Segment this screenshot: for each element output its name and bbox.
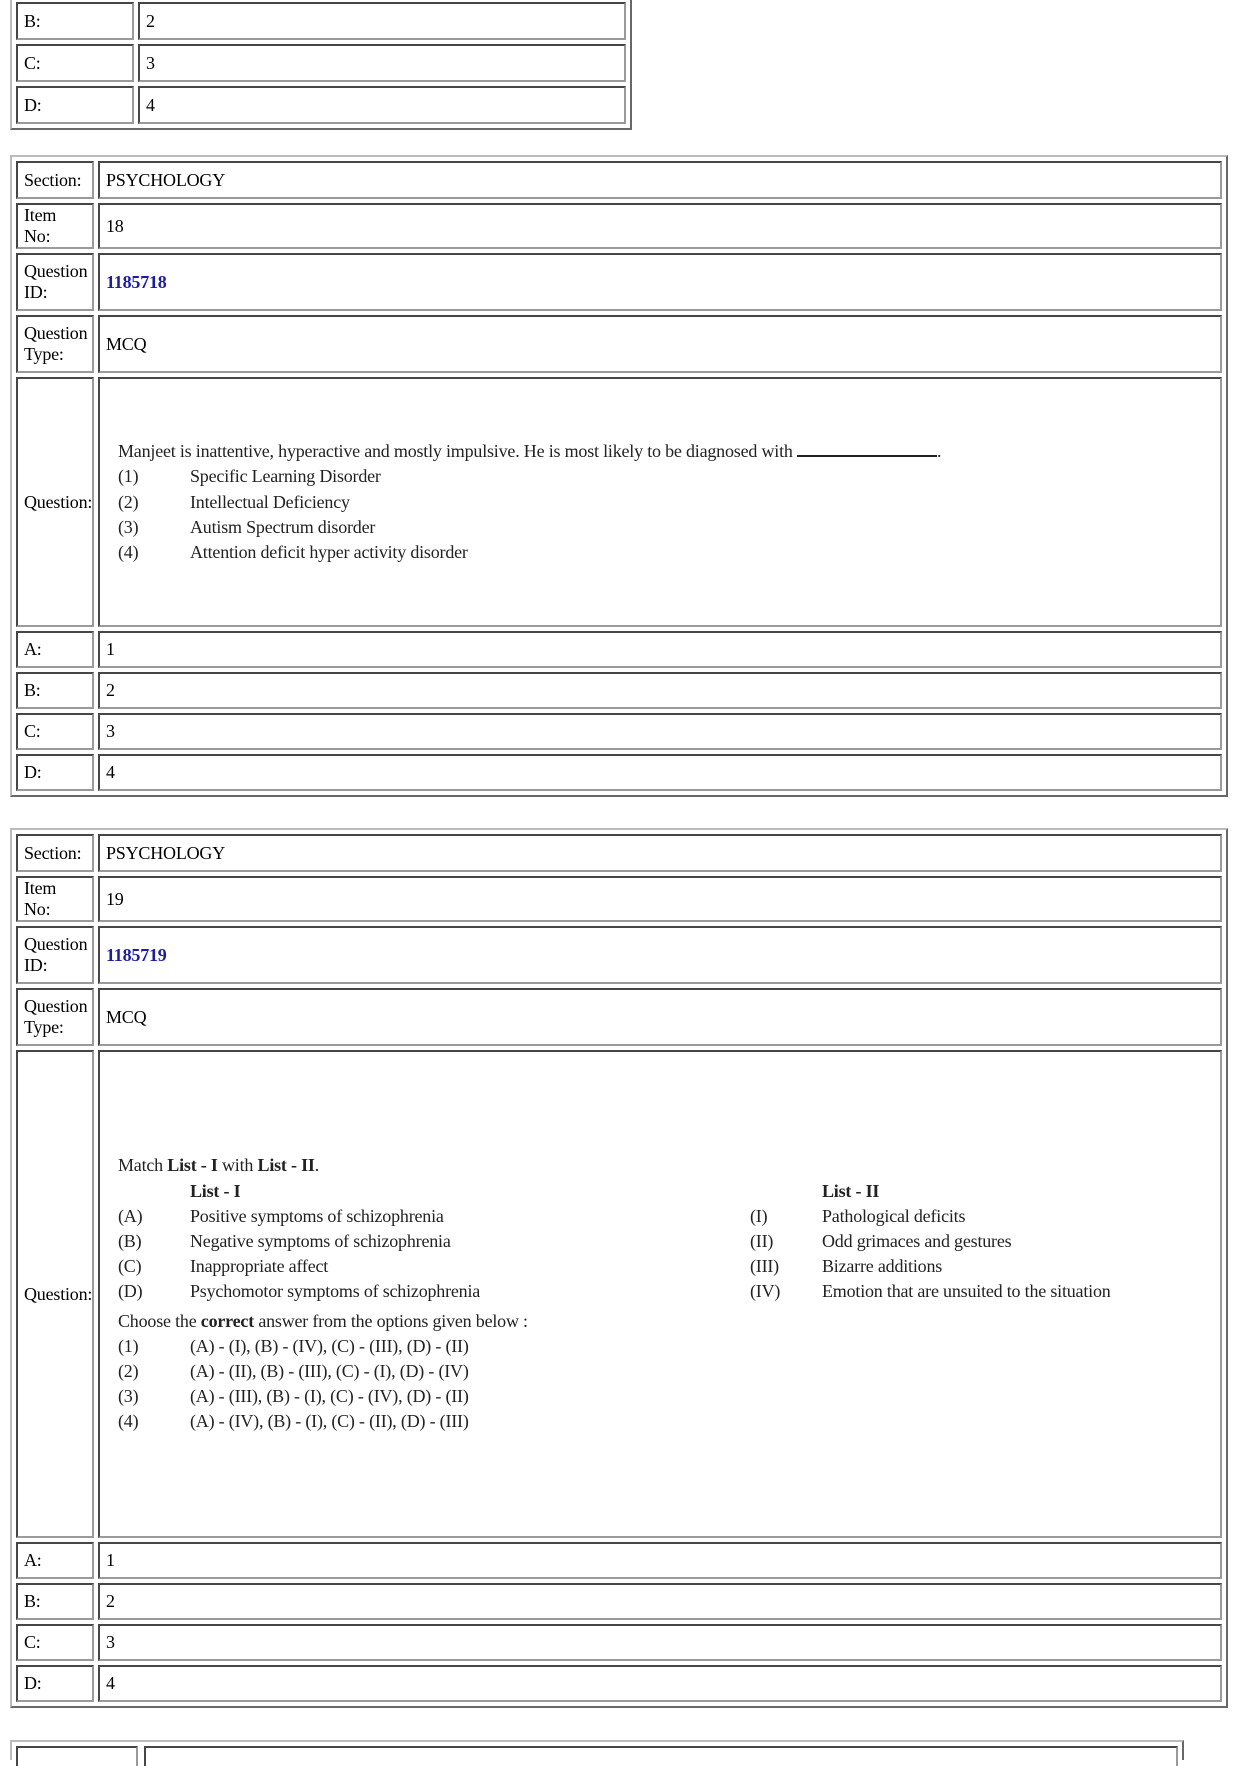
- answer-row-d: [16, 86, 626, 124]
- intro-list2: List - II: [257, 1155, 315, 1176]
- answer-label: B:: [16, 1583, 94, 1620]
- question-id-value: 1185718: [98, 253, 1222, 311]
- section-row: [16, 161, 1222, 199]
- choose-instruction: [118, 1309, 1206, 1334]
- answer-label: B:: [16, 2, 134, 40]
- answer-value: 4: [98, 1665, 1222, 1702]
- answer-row-d: [16, 1665, 1222, 1702]
- list1-item: Negative symptoms of schizophrenia: [190, 1231, 451, 1252]
- answer-row-c: [16, 44, 626, 82]
- option-number: (3): [118, 516, 139, 537]
- match-row-a: [118, 1204, 1206, 1229]
- option-text: Attention deficit hyper activity disorder: [190, 541, 468, 562]
- section-value: PSYCHOLOGY: [98, 161, 1222, 199]
- option-text: Intellectual Deficiency: [190, 491, 350, 512]
- answer-label: A:: [16, 631, 94, 668]
- item-row: [16, 203, 1222, 249]
- question-row: [16, 1050, 1222, 1538]
- answer-row-c: [16, 713, 1222, 750]
- previous-question-fragment: [10, 0, 632, 130]
- question-body: [98, 1050, 1222, 1538]
- next-question-fragment: [10, 1740, 1184, 1760]
- answer-row-c: [16, 1624, 1222, 1661]
- option-number: (3): [118, 1386, 139, 1407]
- list1-item: Inappropriate affect: [190, 1256, 329, 1277]
- question-type-row: [16, 988, 1222, 1046]
- stem-end: .: [936, 441, 942, 462]
- next-question-label-cell: [16, 1746, 138, 1766]
- question-type-label: Question Type:: [16, 315, 94, 373]
- list2-number: (IV): [750, 1281, 781, 1302]
- list2-number: (I): [750, 1205, 768, 1226]
- list1-number: (C): [118, 1256, 142, 1277]
- list2-item: Bizarre additions: [822, 1256, 943, 1277]
- match-row-b: [118, 1229, 1206, 1254]
- option-text: Autism Spectrum disorder: [190, 516, 376, 537]
- question-body: [98, 377, 1222, 627]
- list2-item: Odd grimaces and gestures: [822, 1231, 1012, 1252]
- section-label: Section:: [16, 161, 94, 199]
- choose-text: answer from the options given below :: [254, 1310, 528, 1331]
- list1-number: (B): [118, 1231, 142, 1252]
- list2-item: Pathological deficits: [822, 1205, 966, 1226]
- question-card-18: [10, 155, 1228, 797]
- question-type-row: [16, 315, 1222, 373]
- question-id-label: Question ID:: [16, 253, 94, 311]
- intro-text: with: [217, 1155, 258, 1176]
- question-card-19: [10, 828, 1228, 1708]
- option-number: (2): [118, 491, 139, 512]
- match-intro: [118, 1153, 1206, 1178]
- question-row: [16, 377, 1222, 627]
- answer-label: C:: [16, 1624, 94, 1661]
- option-number: (4): [118, 1411, 139, 1432]
- option-4: [118, 540, 1206, 565]
- item-label: Item No:: [16, 876, 94, 922]
- answer-value: 2: [138, 2, 626, 40]
- match-row-c: [118, 1254, 1206, 1279]
- list2-item: Emotion that are unsuited to the situation: [822, 1281, 1111, 1302]
- list1-number: (D): [118, 1281, 143, 1302]
- answer-value: 4: [98, 754, 1222, 791]
- answer-row-b: [16, 2, 626, 40]
- answer-value: 2: [98, 1583, 1222, 1620]
- question-type-value: MCQ: [98, 988, 1222, 1046]
- option-2: [118, 490, 1206, 515]
- answer-label: C:: [16, 44, 134, 82]
- answer-row-a: [16, 1542, 1222, 1579]
- option-4: [118, 1409, 1206, 1434]
- answer-value: 3: [98, 1624, 1222, 1661]
- option-text: (A) - (IV), (B) - (I), (C) - (II), (D) - (III): [190, 1411, 469, 1432]
- item-value: 19: [98, 876, 1222, 922]
- option-3: [118, 1384, 1206, 1409]
- list1-heading: List - I: [190, 1180, 241, 1201]
- next-question-value-cell: [144, 1746, 1178, 1766]
- option-text: (A) - (I), (B) - (IV), (C) - (III), (D) - (II): [190, 1335, 469, 1356]
- intro-list1: List - I: [167, 1155, 218, 1176]
- option-text: (A) - (III), (B) - (I), (C) - (IV), (D) - (II): [190, 1386, 469, 1407]
- answer-row-b: [16, 1583, 1222, 1620]
- answer-value: 2: [98, 672, 1222, 709]
- option-number: (4): [118, 541, 139, 562]
- option-2: [118, 1359, 1206, 1384]
- item-label: Item No:: [16, 203, 94, 249]
- list2-number: (III): [750, 1256, 779, 1277]
- list1-item: Positive symptoms of schizophrenia: [190, 1205, 444, 1226]
- answer-label: A:: [16, 1542, 94, 1579]
- list2-number: (II): [750, 1231, 774, 1252]
- match-row-d: [118, 1279, 1206, 1304]
- answer-value: 4: [138, 86, 626, 124]
- answer-value: 1: [98, 631, 1222, 668]
- choose-text: Choose the: [118, 1310, 201, 1331]
- answer-row-a: [16, 631, 1222, 668]
- item-value: 18: [98, 203, 1222, 249]
- answer-value: 1: [98, 1542, 1222, 1579]
- intro-text: .: [314, 1155, 320, 1176]
- question-label: Question:: [16, 377, 94, 627]
- section-value: PSYCHOLOGY: [98, 834, 1222, 872]
- option-1: [118, 1334, 1206, 1359]
- question-id-row: [16, 253, 1222, 311]
- question-type-label: Question Type:: [16, 988, 94, 1046]
- intro-text: Match: [118, 1155, 168, 1176]
- option-text: Specific Learning Disorder: [190, 466, 381, 487]
- list1-item: Psychomotor symptoms of schizophrenia: [190, 1281, 481, 1302]
- list1-number: (A): [118, 1205, 143, 1226]
- section-row: [16, 834, 1222, 872]
- section-label: Section:: [16, 834, 94, 872]
- question-id-label: Question ID:: [16, 926, 94, 984]
- answer-row-d: [16, 754, 1222, 791]
- stem-text: Manjeet is inattentive, hyperactive and mostly impulsive. He is most likely to be diagnosed with: [118, 441, 793, 462]
- option-1: [118, 464, 1206, 489]
- match-headings: [118, 1179, 1206, 1204]
- question-type-value: MCQ: [98, 315, 1222, 373]
- item-row: [16, 876, 1222, 922]
- answer-label: D:: [16, 1665, 94, 1702]
- question-stem: [118, 439, 1206, 464]
- answer-value: 3: [138, 44, 626, 82]
- choose-emphasis: correct: [200, 1310, 255, 1331]
- option-number: (2): [118, 1360, 139, 1381]
- option-text: (A) - (II), (B) - (III), (C) - (I), (D) - (IV): [190, 1360, 469, 1381]
- question-id-value: 1185719: [98, 926, 1222, 984]
- answer-label: C:: [16, 713, 94, 750]
- answer-value: 3: [98, 713, 1222, 750]
- option-number: (1): [118, 1335, 139, 1356]
- question-label: Question:: [16, 1050, 94, 1538]
- answer-row-b: [16, 672, 1222, 709]
- option-3: [118, 515, 1206, 540]
- answer-label: D:: [16, 754, 94, 791]
- option-number: (1): [118, 466, 139, 487]
- answer-label: D:: [16, 86, 134, 124]
- answer-blank: [797, 439, 937, 457]
- question-id-row: [16, 926, 1222, 984]
- list2-heading: List - II: [822, 1180, 880, 1201]
- answer-label: B:: [16, 672, 94, 709]
